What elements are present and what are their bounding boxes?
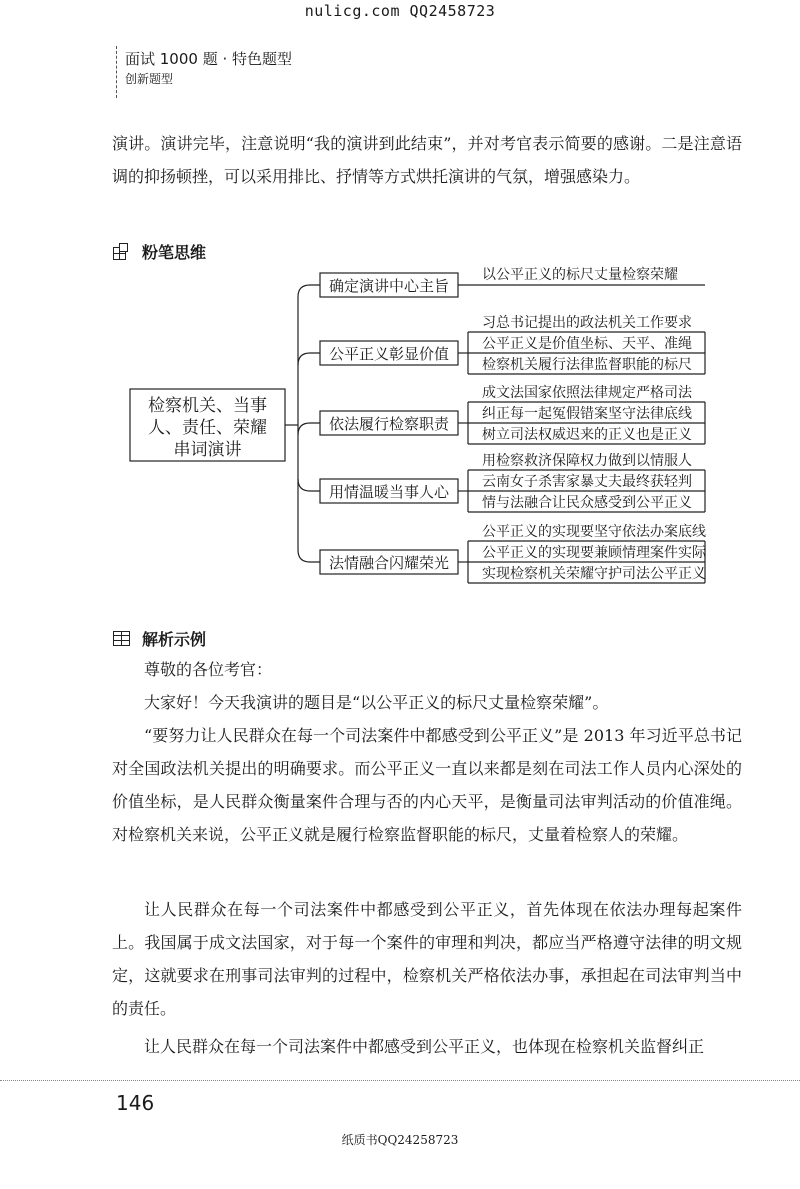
mindmap-leaf-text: 成文法国家依照法律规定严格司法 — [482, 385, 692, 401]
mindmap-leaf-text: 情与法融合让民众感受到公平正义 — [482, 495, 692, 511]
bottom-watermark: 纸质书QQ24258723 — [341, 1133, 459, 1147]
greeting-paragraph: 大家好！今天我演讲的题目是“以公平正义的标尺丈量检察荣耀”。 — [144, 693, 609, 712]
top-watermark: nulicg.com QQ2458723 — [304, 2, 496, 20]
mindmap-section-heading — [113, 240, 206, 263]
mindmap-branch-connector — [298, 285, 320, 297]
mindmap-leaf-text: 实现检察机关荣耀守护司法公平正义 — [482, 566, 706, 582]
mindmap-diagram — [120, 262, 730, 587]
grid-icon — [113, 243, 130, 260]
body-paragraph-2: 让人民群众在每一个司法案件中都感受到公平正义，首先体现在依法办理每起案件上。我国属于成文法国家，对于每一个案件的审理和判决，都应当严格遵守法律的明文规定，这就要求在刑事司法审判的过程中，检察机关严格依法办事，承担起在司法审判当中的责任。 — [112, 900, 742, 1018]
header-title: 面试 1000 题 · 特色题型 — [125, 50, 293, 68]
mindmap-leaf-text: 纠正每一起冤假错案坚守法律底线 — [482, 406, 692, 422]
mindmap-leaf-text: 以公平正义的标尺丈量检察荣耀 — [482, 267, 678, 283]
mindmap-branch-label: 公平正义彰显价值 — [328, 345, 450, 363]
mindmap-branch-connector — [298, 353, 320, 365]
salutation-paragraph: 尊敬的各位考官： — [144, 660, 273, 679]
mindmap-branch-connector — [298, 550, 320, 562]
mindmap-branch-label: 法情融合闪耀荣光 — [328, 554, 450, 572]
mindmap-branch-connector — [298, 423, 320, 435]
bottom-divider — [0, 1080, 800, 1081]
mindmap-leaf-text: 公平正义的实现要坚守依法办案底线 — [482, 524, 706, 540]
mindmap-branch-label: 用情温暖当事人心 — [328, 483, 450, 501]
body-paragraph-3: 让人民群众在每一个司法案件中都感受到公平正义，也体现在检察机关监督纠正 — [144, 1037, 705, 1056]
mindmap-leaf-text: 检察机关履行法律监督职能的标尺 — [482, 357, 692, 373]
mindmap-leaf-text: 云南女子杀害家暴丈夫最终获轻判 — [482, 474, 692, 490]
mindmap-branch-label: 确定演讲中心主旨 — [328, 277, 450, 295]
mindmap-leaf-text: 习总书记提出的政法机关工作要求 — [482, 315, 692, 331]
header-divider — [116, 46, 117, 98]
intro-paragraph: 演讲。演讲完毕，注意说明“我的演讲到此结束”，并对考官表示简要的感谢。二是注意语调的抑扬顿挫，可以采用排比、抒情等方式烘托演讲的气氛，增强感染力。 — [112, 134, 742, 186]
mindmap-section-title: 粉笔思维 — [142, 243, 207, 262]
mindmap-leaf-text: 树立司法权威迟来的正义也是正义 — [482, 427, 692, 443]
table-icon — [113, 630, 130, 647]
mindmap-branch-label: 依法履行检察职责 — [328, 415, 450, 433]
mindmap-leaf-text: 公平正义的实现要兼顾情理案件实际 — [482, 545, 706, 561]
page-number: 146 — [116, 1091, 155, 1115]
header-subtitle: 创新题型 — [125, 72, 174, 86]
example-section-title: 解析示例 — [142, 630, 207, 649]
mindmap-branch-connector — [298, 479, 320, 491]
mindmap-leaf-text: 公平正义是价值坐标、天平、准绳 — [482, 336, 692, 352]
mindmap-root-label: 检察机关、当事人、责任、荣耀串词演讲 — [148, 396, 267, 460]
example-section-heading — [113, 627, 206, 650]
body-paragraph-1: “要努力让人民群众在每一个司法案件中都感受到公平正义”是 2013 年习近平总书记对全国政法机关提出的明确要求。而公平正义一直以来都是刻在司法工作人员内心深处的价值坐标，是人民群众衡量案件合理与否的内心天平，是衡量司法审判活动的价值准绳。对检察机关来说，公平正义就是履行检察监督职能的标尺，丈量着检察人的荣耀。 — [112, 726, 742, 844]
mindmap-leaf-text: 用检察救济保障权力做到以情服人 — [482, 453, 692, 469]
